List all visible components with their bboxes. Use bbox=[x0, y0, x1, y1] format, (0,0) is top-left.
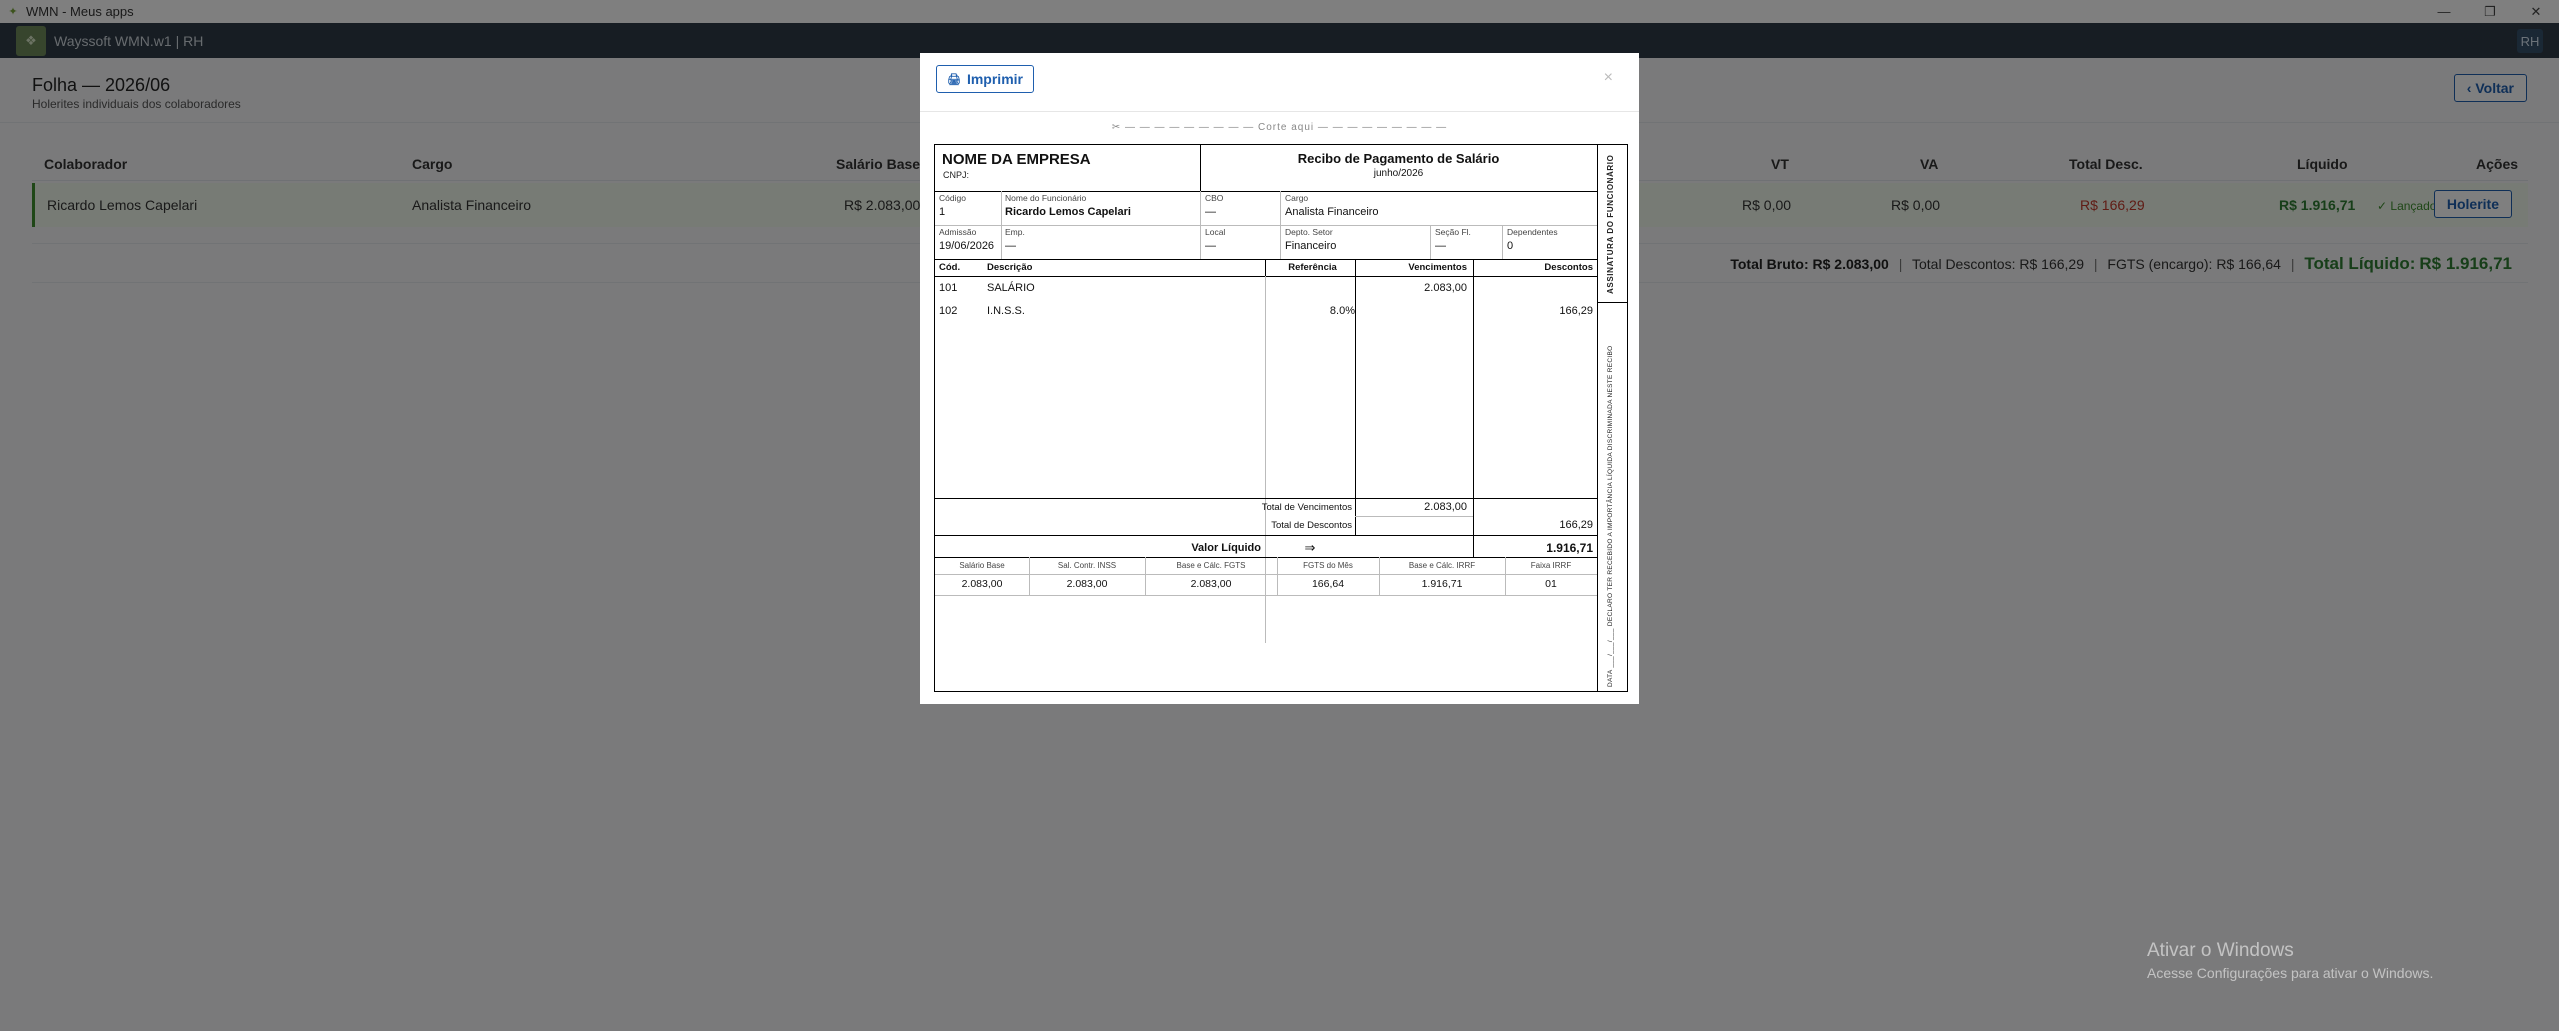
item-descontos: 166,29 bbox=[1559, 305, 1593, 317]
value-emp: — bbox=[1005, 240, 1016, 252]
item-descricao: SALÁRIO bbox=[987, 282, 1035, 294]
label-codigo: Código bbox=[939, 193, 966, 203]
base-label: Base e Cálc. IRRF bbox=[1408, 561, 1476, 570]
arrow-icon: ⇒ bbox=[1304, 540, 1316, 555]
print-button-label: Imprimir bbox=[966, 71, 1023, 87]
modal-divider bbox=[920, 111, 1639, 112]
label-admissao: Admissão bbox=[939, 227, 977, 237]
col-referencia: Referência bbox=[1288, 262, 1337, 273]
item-cod: 101 bbox=[939, 282, 958, 294]
close-modal-button[interactable]: × bbox=[1603, 69, 1613, 86]
receipt-title: Recibo de Pagamento de Salário bbox=[1297, 151, 1500, 166]
value-dependentes: 0 bbox=[1507, 240, 1514, 252]
value-cargo: Analista Financeiro bbox=[1285, 206, 1379, 218]
label-dependentes: Dependentes bbox=[1507, 227, 1558, 237]
base-value: 1.916,71 bbox=[1421, 578, 1463, 590]
cnpj-label: CNPJ: bbox=[943, 170, 970, 180]
signature-declaration: DATA ___/___/___ DECLARO TER RECEBIDO A IMPORTÂNCIA LÍQUIDA DISCRIMINADA NESTE RECIBO bbox=[1607, 345, 1614, 687]
windows-watermark-title: Ativar o Windows bbox=[2147, 940, 2294, 961]
payslip-receipt bbox=[934, 144, 1598, 692]
signature-strip bbox=[1598, 144, 1628, 692]
base-label: Faixa IRRF bbox=[1530, 561, 1572, 570]
valor-liquido-label: Valor Líquido bbox=[1191, 542, 1261, 554]
signature-title: ASSINATURA DO FUNCIONÁRIO bbox=[1606, 154, 1615, 294]
value-codigo: 1 bbox=[939, 206, 946, 218]
value-depto: Financeiro bbox=[1285, 240, 1337, 252]
printer-icon: 🖨 bbox=[947, 73, 961, 86]
label-cargo: Cargo bbox=[1285, 193, 1309, 203]
windows-watermark-text: Acesse Configurações para ativar o Windows. bbox=[2147, 965, 2434, 981]
base-value: 2.083,00 bbox=[1066, 578, 1108, 590]
item-descricao: I.N.S.S. bbox=[987, 305, 1025, 317]
base-label: Base e Cálc. FGTS bbox=[1176, 561, 1246, 570]
base-value: 2.083,00 bbox=[1190, 578, 1232, 590]
print-button[interactable] bbox=[936, 65, 1034, 93]
total-descontos-value: 166,29 bbox=[1559, 519, 1593, 531]
cut-line: ✂ — — — — — — — — — Corte aqui — — — — — — — — — bbox=[1111, 122, 1448, 133]
base-label: Sal. Contr. INSS bbox=[1057, 561, 1117, 570]
label-cbo: CBO bbox=[1205, 193, 1224, 203]
base-label: FGTS do Mês bbox=[1303, 561, 1353, 570]
item-referencia: 8.0% bbox=[1329, 305, 1355, 317]
label-emp: Emp. bbox=[1005, 227, 1025, 237]
label-nome: Nome do Funcionário bbox=[1005, 193, 1087, 203]
label-local: Local bbox=[1205, 227, 1226, 237]
base-value: 166,64 bbox=[1311, 578, 1345, 590]
value-secao: — bbox=[1435, 240, 1446, 252]
col-vencimentos: Vencimentos bbox=[1408, 262, 1467, 273]
total-vencimentos-label: Total de Vencimentos bbox=[1261, 502, 1352, 513]
total-vencimentos-value: 2.083,00 bbox=[1424, 501, 1467, 513]
value-admissao: 19/06/2026 bbox=[939, 240, 995, 252]
receipt-period: junho/2026 bbox=[1373, 168, 1424, 179]
label-depto: Depto. Setor bbox=[1285, 227, 1333, 237]
holerite-modal bbox=[920, 53, 1639, 704]
item-vencimentos: 2.083,00 bbox=[1424, 282, 1467, 294]
base-value: 01 bbox=[1545, 578, 1557, 590]
base-label: Salário Base bbox=[959, 561, 1005, 570]
valor-liquido-value: 1.916,71 bbox=[1546, 541, 1593, 555]
value-cbo: — bbox=[1205, 206, 1216, 218]
total-descontos-label: Total de Descontos bbox=[1271, 520, 1352, 531]
item-cod: 102 bbox=[939, 305, 958, 317]
col-descricao: Descrição bbox=[987, 262, 1033, 273]
company-name: NOME DA EMPRESA bbox=[942, 151, 1091, 168]
base-value: 2.083,00 bbox=[961, 578, 1003, 590]
value-local: — bbox=[1205, 240, 1216, 252]
value-nome: Ricardo Lemos Capelari bbox=[1005, 206, 1131, 218]
col-descontos: Descontos bbox=[1544, 262, 1593, 273]
label-secao: Seção Fl. bbox=[1435, 227, 1471, 237]
col-cod: Cód. bbox=[939, 262, 961, 273]
